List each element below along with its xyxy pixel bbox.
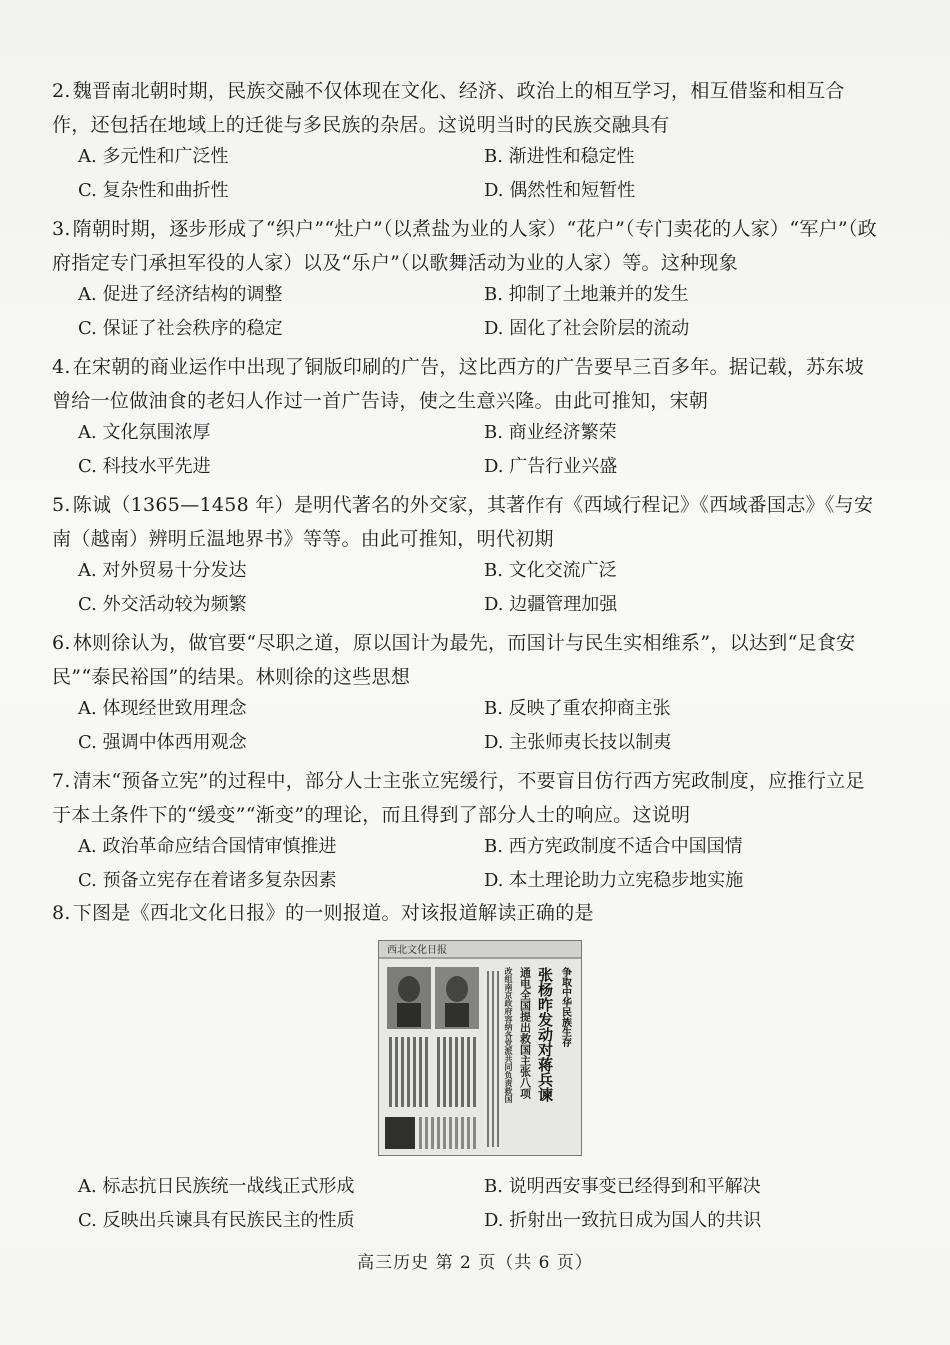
option-b[interactable]: B. 文化交流广泛 — [484, 560, 617, 581]
question-text: 魏晋南北朝时期，民族交融不仅体现在文化、经济、政治上的相互学习，相互借鉴和相互合作，还包括在地域上的迁徙与多民族的杂居。这说明当时的民族交融具有 — [52, 80, 845, 136]
option-d[interactable]: D. 主张师夷长技以制夷 — [484, 732, 672, 753]
option-d[interactable]: D. 广告行业兴盛 — [484, 456, 618, 477]
option-c[interactable]: C. 强调中体西用观念 — [78, 732, 247, 753]
question-5 — [52, 488, 882, 624]
option-a[interactable]: A. 多元性和广泛性 — [78, 146, 229, 167]
option-c[interactable]: C. 反映出兵谏具有民族民主的性质 — [78, 1210, 355, 1231]
question-number: 2. — [52, 80, 71, 102]
option-d[interactable]: D. 折射出一致抗日成为国人的共识 — [484, 1210, 762, 1231]
options — [52, 1172, 882, 1240]
newspaper-clipping — [378, 940, 582, 1156]
options — [52, 832, 882, 900]
option-a[interactable]: A. 对外贸易十分发达 — [78, 560, 247, 581]
option-d[interactable]: D. 本土理论助力立宪稳步地实施 — [484, 870, 744, 891]
question-stem — [52, 764, 882, 832]
question-number: 6. — [52, 632, 71, 654]
question-8 — [52, 896, 882, 930]
option-a[interactable]: A. 文化氛围浓厚 — [78, 422, 211, 443]
option-a[interactable]: A. 体现经世致用理念 — [78, 698, 247, 719]
option-b[interactable]: B. 抑制了土地兼并的发生 — [484, 284, 689, 305]
question-stem — [52, 626, 882, 694]
options — [52, 418, 882, 486]
option-d[interactable]: D. 偶然性和短暂性 — [484, 180, 636, 201]
question-number: 5. — [52, 494, 71, 516]
option-c[interactable]: C. 预备立宪存在着诸多复杂因素 — [78, 870, 337, 891]
option-b[interactable]: B. 反映了重农抑商主张 — [484, 698, 671, 719]
option-a[interactable]: A. 政治革命应结合国情审慎推进 — [78, 836, 337, 857]
question-stem — [52, 212, 882, 280]
question-text: 陈诚（1365—1458 年）是明代著名的外交家，其著作有《西域行程记》《西域番国志》《与安南（越南）辨明丘温地界书》等等。由此可推知，明代初期 — [52, 494, 874, 550]
newspaper-subhead-1: 通电全国提出救国主张八项 — [518, 967, 532, 1099]
options — [52, 142, 882, 210]
question-8-options — [52, 1172, 882, 1240]
question-stem — [52, 488, 882, 556]
question-stem — [52, 74, 882, 142]
question-text: 下图是《西北文化日报》的一则报道。对该报道解读正确的是 — [72, 902, 594, 924]
question-4 — [52, 350, 882, 486]
option-b[interactable]: B. 西方宪政制度不适合中国国情 — [484, 836, 743, 857]
page-footer: 高三历史 第 2 页（共 6 页） — [357, 1253, 593, 1273]
option-d[interactable]: D. 边疆管理加强 — [484, 594, 618, 615]
option-c[interactable]: C. 保证了社会秩序的稳定 — [78, 318, 283, 339]
newspaper-headline-2: 张杨昨发动对蒋兵谏 — [536, 967, 554, 1102]
question-number: 3. — [52, 218, 71, 240]
option-c[interactable]: C. 科技水平先进 — [78, 456, 211, 477]
question-text: 在宋朝的商业运作中出现了铜版印刷的广告，这比西方的广告要早三百多年。据记载，苏东坡曾给一位做油食的老妇人作过一首广告诗，使之生意兴隆。由此可推知，宋朝 — [52, 356, 865, 412]
options — [52, 694, 882, 762]
question-3 — [52, 212, 882, 348]
option-d[interactable]: D. 固化了社会阶层的流动 — [484, 318, 690, 339]
option-c[interactable]: C. 复杂性和曲折性 — [78, 180, 229, 201]
newspaper-subhead-2: 改组南京政府容纳各党派共同负责救国 — [504, 967, 514, 1103]
option-a[interactable]: A. 促进了经济结构的调整 — [78, 284, 283, 305]
question-stem — [52, 350, 882, 418]
question-text: 清末“预备立宪”的过程中，部分人士主张立宪缓行，不要盲目仿行西方宪政制度，应推行立足于本土条件下的“缓变”“渐变”的理论，而且得到了部分人士的响应。这说明 — [52, 770, 865, 826]
option-a[interactable]: A. 标志抗日民族统一战线正式形成 — [78, 1176, 355, 1197]
option-b[interactable]: B. 商业经济繁荣 — [484, 422, 617, 443]
question-2 — [52, 74, 882, 210]
newspaper-masthead: 西北文化日报 — [387, 945, 447, 956]
question-7 — [52, 764, 882, 900]
newspaper-image — [379, 941, 581, 1155]
option-c[interactable]: C. 外交活动较为频繁 — [78, 594, 247, 615]
question-number: 7. — [52, 770, 71, 792]
question-text: 隋朝时期，逐步形成了“织户”“灶户”（以煮盐为业的人家）“花户”（专门卖花的人家）“军户”（政府指定专门承担军役的人家）以及“乐户”（以歌舞活动为业的人家）等。这种现象 — [52, 218, 878, 274]
options — [52, 280, 882, 348]
question-text: 林则徐认为，做官要“尽职之道，原以国计为最先，而国计与民生实相维系”，以达到“足食安民”“泰民裕国”的结果。林则徐的这些思想 — [52, 632, 856, 688]
options — [52, 556, 882, 624]
option-b[interactable]: B. 说明西安事变已经得到和平解决 — [484, 1176, 761, 1197]
option-b[interactable]: B. 渐进性和稳定性 — [484, 146, 635, 167]
question-number: 4. — [52, 356, 71, 378]
question-stem — [52, 896, 882, 930]
question-6 — [52, 626, 882, 762]
newspaper-headline-1: 争取中华民族生存 — [559, 967, 571, 1047]
question-number: 8. — [52, 902, 71, 924]
